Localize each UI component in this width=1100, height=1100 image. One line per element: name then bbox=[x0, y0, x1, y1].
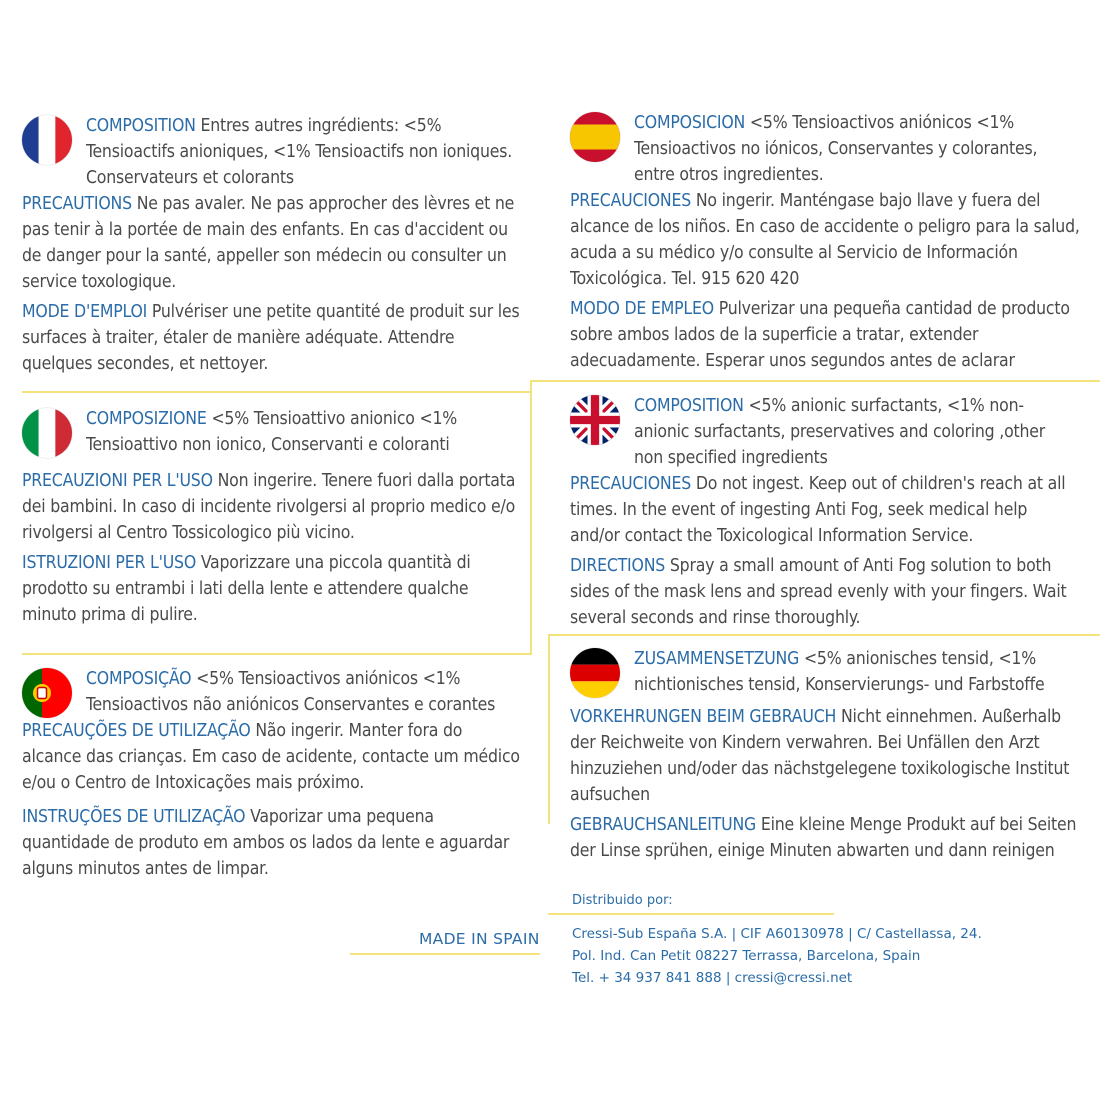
usage-heading: MODE D'EMPLOI bbox=[22, 302, 148, 322]
precautions-heading: VORKEHRUNGEN BEIM GEBRAUCH bbox=[570, 707, 837, 727]
usage-text: Spray a small amount of Anti Fog solution to both sides of the mask lens and spread evenly with your fingers. Wait several seconds and rinse thoroughly. bbox=[570, 556, 1067, 628]
usage-text: Pulvériser une petite quantité de produit sur les surfaces à traiter, étaler de manière adéquate. Attendre quelques secondes, et nettoyer. bbox=[22, 302, 520, 374]
precautions-paragraph bbox=[570, 471, 1070, 549]
usage-paragraph bbox=[22, 550, 522, 628]
composition-heading: COMPOSIZIONE bbox=[86, 409, 207, 429]
composition-text: <5% anionisches tensid, <1% nichtionisches tensid, Konservierungs- und Farbstoffe bbox=[634, 649, 1045, 695]
precautions-heading: PRECAUTIONS bbox=[22, 194, 132, 214]
divider-right-top bbox=[530, 380, 1100, 382]
usage-text: Vaporizzare una piccola quantità di prodotto su entrambi i lati della lente e attendere qualche minuto prima di pulire. bbox=[22, 553, 471, 625]
composition-heading: ZUSAMMENSETZUNG bbox=[634, 649, 800, 669]
precautions-text: Non ingerire. Tenere fuori dalla portata dei bambini. In caso di incidente rivolgersi al proprio medico e/o rivolgersi al Centro Tossicologico più vicino. bbox=[22, 471, 516, 543]
precautions-heading: PRECAUCIONES bbox=[570, 474, 692, 494]
composition-text: Entres autres ingrédients: <5% Tensioactifs anioniques, <1% Tensioactifs non ioniques. Conservateurs et colorants bbox=[86, 116, 513, 188]
precautions-text: Nicht einnehmen. Außerhalb der Reichweite von Kindern verwahren. Bei Unfällen den Arzt hinzuziehen und/oder das nächstgelegene toxikologische Institut aufsuchen bbox=[570, 707, 1070, 805]
precautions-text: Ne pas avaler. Ne pas approcher des lèvres et ne pas tenir à la portée de main des enfants. En cas d'accident ou de danger pour la santé, appeller son médecin ou consulter un service toxologique. bbox=[22, 194, 515, 292]
composition-text: <5% Tensioactivos aniónicos <1% Tensioactivos no iónicos, Conservantes y colorantes, entre otros ingredientes. bbox=[634, 113, 1038, 185]
spain-flag-icon bbox=[570, 112, 620, 162]
composition-heading: COMPOSICION bbox=[634, 113, 746, 133]
composition-paragraph bbox=[634, 646, 1090, 698]
france-flag-icon bbox=[22, 115, 72, 165]
composition-paragraph bbox=[86, 666, 522, 718]
precautions-text: No ingerir. Manténgase bajo llave y fuera del alcance de los niños. En caso de accidente o peligro para la salud, acuda a su médico y/o consulte al Servicio de Información Toxicológica. Tel. 915 620 420 bbox=[570, 191, 1080, 289]
divider-made-in bbox=[350, 953, 540, 955]
precautions-text: Do not ingest. Keep out of children's reach at all times. In the event of ingesting Anti Fog, seek medical help and/or contact the Toxicological Information Service. bbox=[570, 474, 1066, 546]
composition-paragraph bbox=[86, 406, 522, 458]
usage-heading: INSTRUÇÕES DE UTILIZAÇÃO bbox=[22, 807, 246, 827]
usage-paragraph bbox=[22, 804, 522, 882]
united-kingdom-flag-icon bbox=[570, 395, 620, 445]
composition-paragraph bbox=[634, 393, 1070, 471]
precautions-paragraph bbox=[22, 191, 522, 295]
precautions-paragraph bbox=[570, 704, 1090, 808]
usage-text: Eine kleine Menge Produkt auf bei Seiten der Linse sprühen, einige Minuten abwarten und dann reinigen bbox=[570, 815, 1077, 861]
usage-paragraph bbox=[22, 299, 522, 377]
precautions-paragraph bbox=[22, 718, 522, 796]
germany-flag-icon bbox=[570, 648, 620, 698]
divider-left-top bbox=[22, 391, 530, 393]
section-portuguese bbox=[22, 666, 522, 882]
usage-heading: ISTRUZIONI PER L'USO bbox=[22, 553, 197, 573]
divider-left-middle bbox=[22, 653, 532, 655]
divider-right-vertical bbox=[548, 634, 550, 824]
usage-paragraph bbox=[570, 553, 1070, 631]
section-english bbox=[570, 393, 1070, 631]
composition-paragraph bbox=[634, 110, 1080, 188]
section-italian bbox=[22, 406, 522, 628]
composition-text: <5% Tensioattivo anionico <1% Tensioattivo non ionico, Conservanti e coloranti bbox=[86, 409, 458, 455]
precautions-paragraph bbox=[22, 468, 522, 546]
distributor-label: Distribuido por: bbox=[572, 893, 673, 908]
divider-distributor bbox=[548, 913, 834, 915]
precautions-heading: PRECAUÇÕES DE UTILIZAÇÃO bbox=[22, 721, 251, 741]
usage-text: Vaporizar uma pequena quantidade de produto em ambos os lados da lente e aguardar alguns minutos antes de limpar. bbox=[22, 807, 510, 879]
distributor-line-1: Cressi-Sub España S.A. | CIF A60130978 | C/ Castellassa, 24. bbox=[572, 926, 982, 942]
usage-text: Pulverizar una pequeña cantidad de producto sobre ambos lados de la superficie a tratar, extender adecuadamente. Esperar unos segundos antes de aclarar bbox=[570, 299, 1070, 371]
composition-paragraph bbox=[86, 113, 522, 191]
made-in-spain: MADE IN SPAIN bbox=[419, 930, 540, 948]
precautions-heading: PRECAUCIONES bbox=[570, 191, 692, 211]
section-spanish bbox=[570, 110, 1080, 374]
precautions-paragraph bbox=[570, 188, 1080, 292]
composition-heading: COMPOSITION bbox=[634, 396, 744, 416]
composition-text: <5% Tensioactivos aniónicos <1% Tensioactivos não aniónicos Conservantes e corantes bbox=[86, 669, 496, 715]
usage-heading: GEBRAUCHSANLEITUNG bbox=[570, 815, 757, 835]
usage-paragraph bbox=[570, 812, 1090, 864]
distributor-line-3: Tel. + 34 937 841 888 | cressi@cressi.net bbox=[572, 970, 853, 986]
composition-text: <5% anionic surfactants, <1% non-anionic surfactants, preservatives and coloring ,other non specified ingredients bbox=[634, 396, 1046, 468]
composition-heading: COMPOSIÇÃO bbox=[86, 669, 192, 689]
distributor-line-2: Pol. Ind. Can Petit 08227 Terrassa, Barcelona, Spain bbox=[572, 948, 921, 964]
precautions-heading: PRECAUZIONI PER L'USO bbox=[22, 471, 213, 491]
divider-center-vertical bbox=[530, 380, 532, 655]
usage-heading: MODO DE EMPLEO bbox=[570, 299, 714, 319]
divider-right-middle bbox=[548, 634, 1100, 636]
usage-paragraph bbox=[570, 296, 1080, 374]
distributor-address bbox=[572, 923, 1092, 989]
composition-heading: COMPOSITION bbox=[86, 116, 196, 136]
usage-heading: DIRECTIONS bbox=[570, 556, 666, 576]
portugal-flag-icon bbox=[22, 668, 72, 718]
section-german bbox=[570, 646, 1090, 864]
section-french bbox=[22, 113, 522, 377]
precautions-text: Não ingerir. Manter fora do alcance das crianças. Em caso de acidente, contacte um médico e/ou o Centro de Intoxicações mais próximo. bbox=[22, 721, 520, 793]
italy-flag-icon bbox=[22, 408, 72, 458]
